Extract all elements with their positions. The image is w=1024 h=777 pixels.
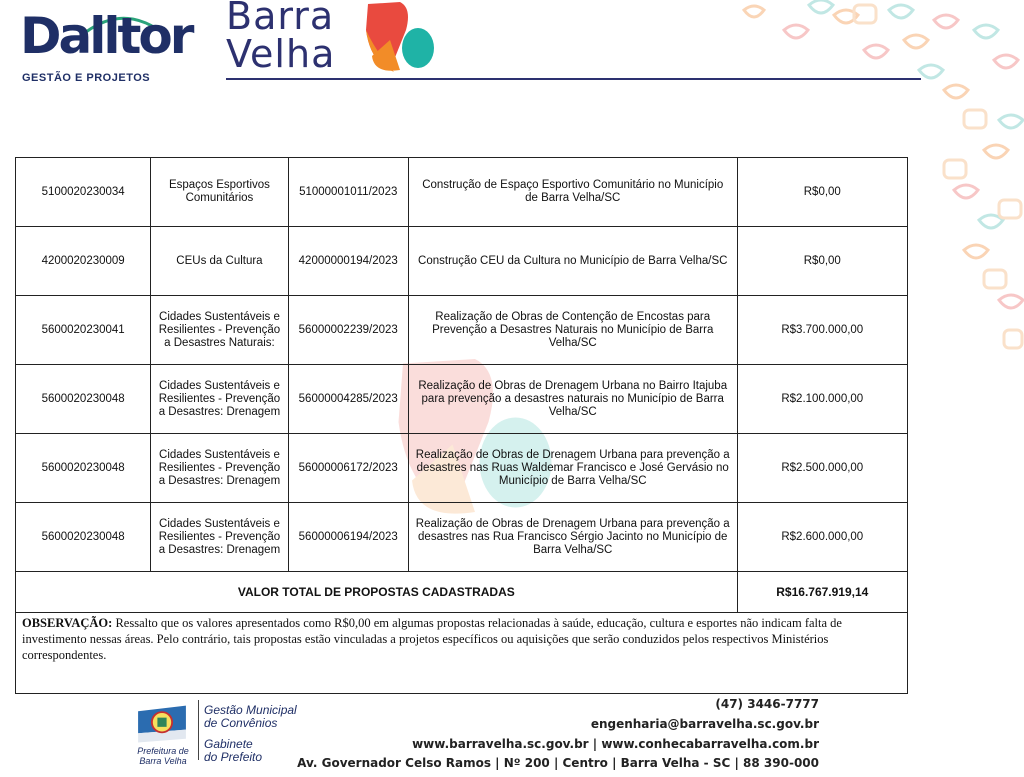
proposal-number: 56000006172/2023 xyxy=(288,434,408,503)
gestao-line1: Gestão Municipal xyxy=(204,703,297,717)
proposal-description: Realização de Obras de Drenagem Urbana no Bairro Itajuba para prevenção a desastres naturais no Município de Barra Velha/SC xyxy=(408,365,737,434)
barra-velha-logo xyxy=(226,0,456,78)
proposal-value: R$0,00 xyxy=(737,158,907,227)
prefeitura-coat-of-arms-icon xyxy=(132,702,192,748)
proposal-value: R$2.600.000,00 xyxy=(737,503,907,572)
barra-velha-mark-icon xyxy=(360,0,440,76)
program-name: Espaços Esportivos Comunitários xyxy=(151,158,288,227)
prefeitura-line2: Barra Velha xyxy=(139,756,187,766)
proposals-table xyxy=(15,157,908,694)
proposal-description: Realização de Obras de Drenagem Urbana para prevenção a desastres nas Rua Francisco Sérgio Jacinto no Município de Barra Velha/SC xyxy=(408,503,737,572)
table-row xyxy=(16,158,908,227)
gabinete-line1: Gabinete xyxy=(204,737,253,751)
dalltor-name: Dalltor xyxy=(20,7,192,65)
proposal-description: Construção de Espaço Esportivo Comunitário no Município de Barra Velha/SC xyxy=(408,158,737,227)
proposal-code: 5600020230048 xyxy=(16,434,151,503)
table-row xyxy=(16,434,908,503)
proposal-description: Realização de Obras de Contenção de Encostas para Prevenção a Desastres Naturais no Município de Barra Velha/SC xyxy=(408,296,737,365)
contact-address: Av. Governador Celso Ramos | Nº 200 | Centro | Barra Velha - SC | 88 390-000 xyxy=(297,756,819,770)
total-label: VALOR TOTAL DE PROPOSTAS CADASTRADAS xyxy=(16,572,738,613)
proposal-code: 5600020230048 xyxy=(16,365,151,434)
observation-row xyxy=(16,613,908,694)
proposal-value: R$0,00 xyxy=(737,227,907,296)
table-row xyxy=(16,296,908,365)
proposal-number: 56000002239/2023 xyxy=(288,296,408,365)
barra-logo-line2: Velha xyxy=(226,32,336,76)
program-name: Cidades Sustentáveis e Resilientes - Prevenção a Desastres: Drenagem xyxy=(151,365,288,434)
contact-websites[interactable]: www.barravelha.sc.gov.br | www.conhecabarravelha.com.br xyxy=(412,737,819,751)
proposal-code: 5600020230041 xyxy=(16,296,151,365)
dalltor-logo xyxy=(20,7,192,88)
proposal-number: 51000001011/2023 xyxy=(288,158,408,227)
observation-label: OBSERVAÇÃO: xyxy=(22,616,113,630)
proposal-description: Construção CEU da Cultura no Município de Barra Velha/SC xyxy=(408,227,737,296)
observation-cell xyxy=(16,613,908,694)
dalltor-subtitle: GESTÃO E PROJETOS xyxy=(22,72,151,84)
total-value: R$16.767.919,14 xyxy=(737,572,907,613)
table-row xyxy=(16,365,908,434)
proposal-number: 42000000194/2023 xyxy=(288,227,408,296)
gestao-line2: de Convênios xyxy=(204,716,278,730)
proposal-code: 5100020230034 xyxy=(16,158,151,227)
barra-logo-line1: Barra xyxy=(226,0,335,38)
proposal-value: R$2.500.000,00 xyxy=(737,434,907,503)
proposal-value: R$2.100.000,00 xyxy=(737,365,907,434)
contact-email[interactable]: engenharia@barravelha.sc.gov.br xyxy=(590,717,819,731)
program-name: Cidades Sustentáveis e Resilientes - Prevenção a Desastres: Drenagem xyxy=(151,503,288,572)
total-row xyxy=(16,572,908,613)
proposal-code: 4200020230009 xyxy=(16,227,151,296)
table-row xyxy=(16,503,908,572)
gabinete-label xyxy=(204,738,262,764)
observation-text: Ressalto que os valores apresentados como R$0,00 em algumas propostas relacionadas à saúde, educação, cultura e esportes não indicam falta de investimento nessas áreas. Pelo contrário, tais propostas estão vinculadas a projetos específicos ou aquisições que serão conduzidos pelos respectivos Ministérios correspondentes. xyxy=(22,616,842,662)
proposal-code: 5600020230048 xyxy=(16,503,151,572)
proposal-description: Realização de Obras de Drenagem Urbana para prevenção a desastres nas Ruas Waldemar Francisco e José Gervásio no Município de Barra Velha/SC xyxy=(408,434,737,503)
prefeitura-line1: Prefeitura de xyxy=(137,746,189,756)
contact-phone: (47) 3446-7777 xyxy=(715,697,819,711)
header-divider xyxy=(226,78,921,80)
gestao-label xyxy=(204,704,297,730)
proposal-number: 56000006194/2023 xyxy=(288,503,408,572)
proposal-value: R$3.700.000,00 xyxy=(737,296,907,365)
gabinete-line2: do Prefeito xyxy=(204,750,263,764)
prefeitura-label xyxy=(130,746,196,766)
program-name: Cidades Sustentáveis e Resilientes - Prevenção a Desastres Naturais: xyxy=(151,296,288,365)
footer-divider xyxy=(198,700,199,760)
program-name: CEUs da Cultura xyxy=(151,227,288,296)
program-name: Cidades Sustentáveis e Resilientes - Prevenção a Desastres: Drenagem xyxy=(151,434,288,503)
table-row xyxy=(16,227,908,296)
proposal-number: 56000004285/2023 xyxy=(288,365,408,434)
